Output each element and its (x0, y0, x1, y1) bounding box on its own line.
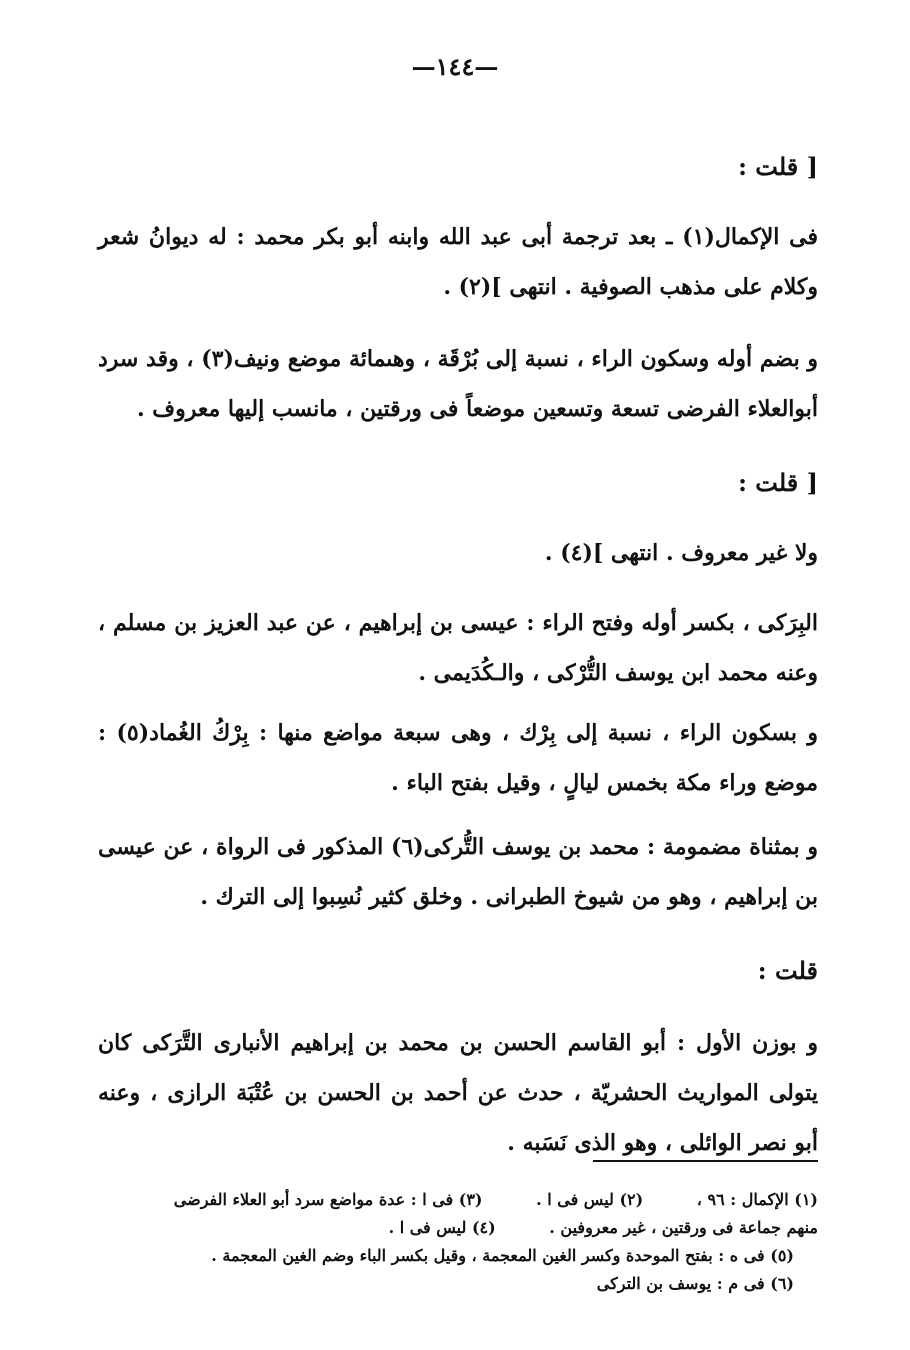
paragraph-turki: و بمثناة مضمومة : محمد بن يوسف التُّركى(٦) المذكور فى الرواة ، عن عيسى بن إبراهيم ، وهو من شيوخ الطبرانى . وخلق كثير نُسِبوا إلى الترك . (98, 834, 818, 910)
footnote-5: (٥) فى ه : بفتح الموحدة وكسر الغين المعجمة ، وقيل بكسر الباء وضم الغين المعجمة . (211, 1246, 794, 1265)
paragraph-not-known: ولا غير معروف . انتهى ](٤) . (544, 540, 818, 566)
footnote-line-1 (98, 1186, 818, 1214)
section-heading-qultu-2: [ قلت : (738, 468, 818, 497)
paragraph-ikmal-note: فى الإكمال(١) ـ بعد ترجمة أبى عبد الله وابنه أبو بكر محمد : له ديوانُ شعر وكلام على مذهب الصوفية . انتهى ](٢) . (98, 224, 818, 300)
paragraph-burqa: و بضم أوله وسكون الراء ، نسبة إلى بُرْقَة ، وهىمائة موضع ونيف(٣) ، وقد سرد أبوالعلاء الفرضى تسعة وتسعين موضعاً فى ورقتين ، مانسب إليها معروف . (98, 346, 819, 422)
paragraph-tarki: و بوزن الأول : أبو القاسم الحسن بن محمد بن إبراهيم الأنبارى التَّرَكى كان يتولى المواريث الحشريّة ، حدث عن أحمد بن الحسن بن عُتْبَة الرازى ، وعنه أبو نصر الوائلى ، وهو الذى نَسَبه . (98, 1030, 818, 1156)
footnote-4: (٤) ليس فى ا . (388, 1218, 496, 1237)
footnotes (98, 1186, 818, 1298)
footnote-line-2 (98, 1214, 818, 1242)
footnote-3: (٣) فى ا : عدة مواضع سرد أبو العلاء الفرضى (173, 1190, 483, 1209)
footnote-3-continued: منهم جماعة فى ورقتين ، غير معروفين . (549, 1218, 818, 1237)
page-number: —١٤٤— (411, 52, 499, 81)
footnote-line-3 (98, 1242, 818, 1270)
footnote-6: (٦) فى م : يوسف بن التركى (596, 1274, 794, 1293)
section-heading-qultu-3: قلت : (757, 956, 818, 985)
paragraph-biraki: البِرَكى ، بكسر أوله وفتح الراء : عيسى بن إبراهيم ، عن عبد العزيز بن مسلم ، وعنه محمد ابن يوسف التُّرْكى ، والـكُدَيمى . (98, 610, 818, 686)
section-heading-qultu-1: [ قلت : (738, 152, 818, 181)
footnote-line-4 (98, 1270, 818, 1298)
paragraph-birk: و بسكون الراء ، نسبة إلى بِرْك ، وهى سبعة مواضع منها : بِرْكُ الغُماد(٥) : موضع وراء مكة بخمس ليالٍ ، وقيل بفتح الباء . (98, 720, 818, 796)
footnote-1: (١) الإكمال : ٩٦ ، (696, 1190, 818, 1209)
footnote-2: (٢) ليس فى ا . (536, 1190, 644, 1209)
footnote-divider (593, 1160, 818, 1162)
